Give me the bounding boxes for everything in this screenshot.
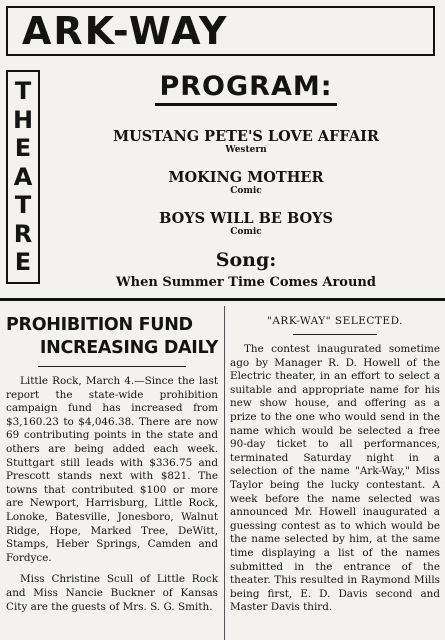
film-title: BOYS WILL BE BOYS (159, 210, 333, 227)
headline-rule (38, 366, 186, 367)
article-headline (6, 314, 218, 360)
film-genre: Comic (230, 227, 262, 237)
theatre-letter: T (14, 77, 32, 105)
song-heading: Song: (215, 249, 277, 271)
theatre-vertical-box (6, 70, 40, 284)
film-genre: Western (225, 145, 267, 155)
section-divider (0, 298, 445, 301)
program-heading: PROGRAM: (155, 72, 336, 106)
article-paragraph: Miss Christine Scull of Little Rock and Miss Nancie Buckner of Kansas City are the guests of Mrs. S. G. Smith. (6, 573, 218, 613)
theatre-letter: E (14, 248, 32, 276)
theatre-letter: R (13, 219, 33, 248)
theatre-letter: H (12, 105, 34, 134)
film-title: MOKING MOTHER (168, 169, 324, 186)
film-genre: Comic (230, 186, 262, 196)
article-heading: "ARK-WAY" SELECTED. (267, 315, 403, 327)
film-title: MUSTANG PETE'S LOVE AFFAIR (113, 128, 379, 145)
program-section (52, 68, 440, 290)
song-title: When Summer Time Comes Around (116, 275, 376, 290)
article-ark-way-selected (230, 314, 440, 623)
masthead-box (6, 6, 435, 56)
heading-rule (293, 334, 377, 335)
article-paragraph: Little Rock, March 4.—Since the last report the state-wide prohibition campaign fund has increased from $3,160.23 to $4,046.38. There are now 69 contributing points in the state and others are being added each week. Stuttgart still leads with $336.75 and Prescott stands next with $821. The towns that contributed $100 or more are Newport, Harrisburg, Little Rock, Lonoke, Batesville, Jonesboro, Walnut Ridge, Hope, Marked Tree, DeWitt, Stamps, Heber Springs, Camden and Fordyce. (6, 375, 218, 564)
column-divider (224, 306, 225, 640)
theatre-letter: E (14, 134, 32, 162)
theatre-letter: A (13, 162, 33, 191)
headline-line-1: PROHIBITION FUND (6, 315, 193, 335)
masthead-title: ARK-WAY (22, 9, 229, 53)
headline-line-2: INCREASING DAILY (39, 338, 218, 358)
theatre-letter: T (14, 191, 32, 219)
article-prohibition-fund (6, 314, 218, 622)
article-paragraph: The contest inaugurated sometime ago by Manager R. D. Howell of the Electric theater, in an effort to select a suitable and appropriate name for his new show house, and offering as a prize to the one who would send in the name which would be selected a free 90-day ticket to all performances, terminated Saturday night in a selection of the name "Ark-Way," Miss Taylor being the lucky contestant. A week before the name selected was announced Mr. Howell inaugurated a guessing contest as to which would be the name selected by him, at the same time displaying a list of the names submitted in the entrance of the theater. This resulted in Raymond Mills being first, E. D. Davis second and Master Davis third. (230, 343, 440, 614)
